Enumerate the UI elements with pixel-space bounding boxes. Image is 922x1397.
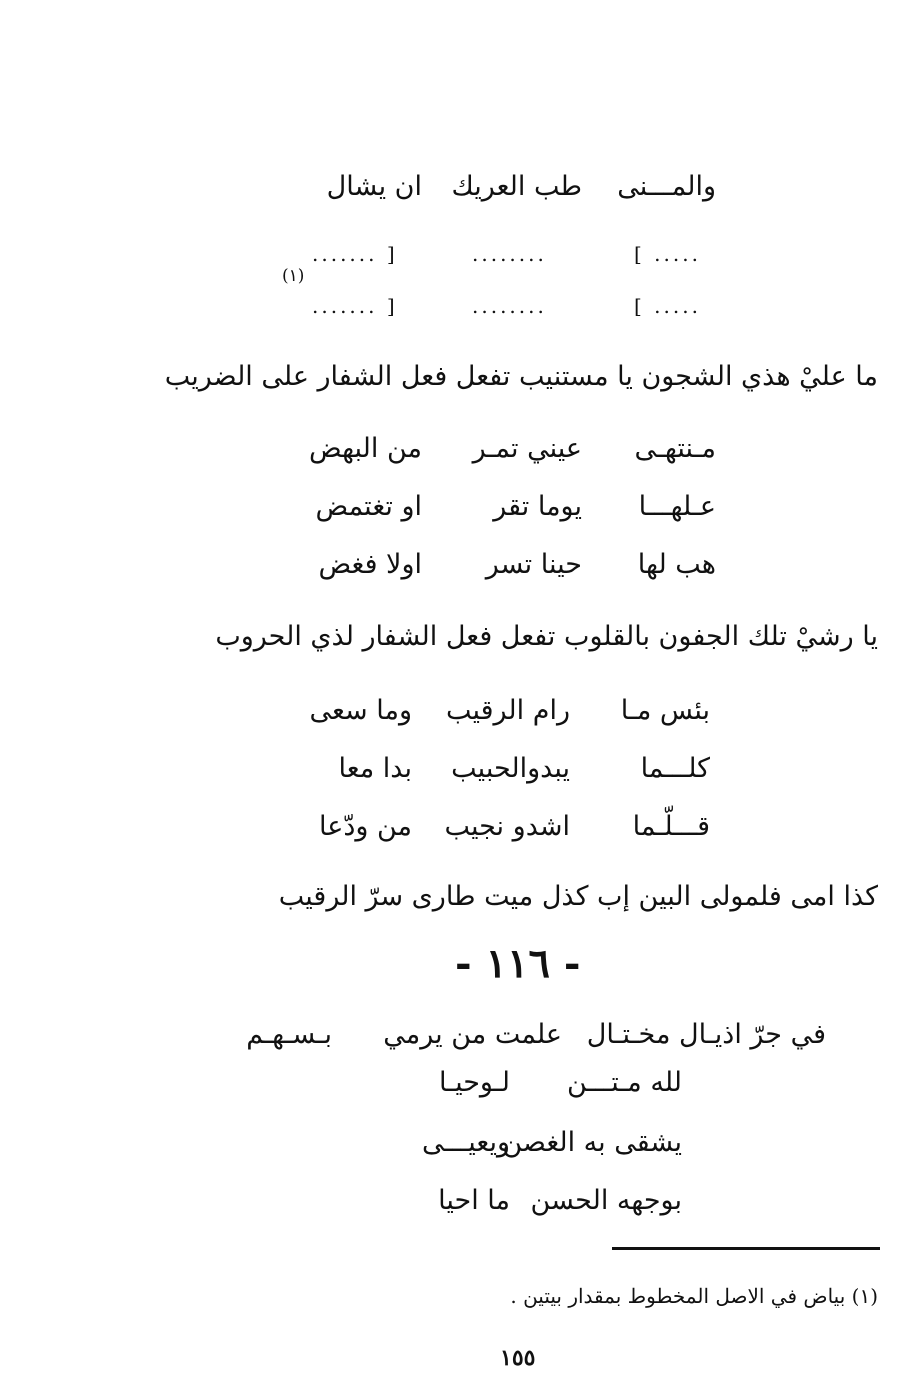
hemistich: بـسـهـم bbox=[246, 1019, 332, 1050]
refrain-line-2: يا رشيْ تلك الجفون بالقلوب تفعل فعل الشفار لذي الحروب bbox=[215, 621, 878, 652]
dots-group: ....... ] bbox=[312, 294, 398, 318]
hemistich: او تغتمض bbox=[315, 491, 422, 522]
footnote-text: (١) بياض في الاصل المخطوط بمقدار بيتين . bbox=[510, 1284, 878, 1308]
hemistich: عـلهـــا bbox=[638, 491, 716, 522]
hemistich: لـوحيـا bbox=[438, 1067, 510, 1098]
footnote-reference: (١) bbox=[282, 266, 305, 286]
hemistich: في جرّ اذيـال مخـتـال bbox=[586, 1019, 826, 1050]
hemistich: ان يشال bbox=[326, 171, 422, 202]
hemistich: لله مـتـــن bbox=[566, 1067, 682, 1098]
page-number: ١٥٥ bbox=[500, 1345, 536, 1371]
hemistich: بئس مـا bbox=[620, 695, 710, 726]
refrain-line-1: ما عليْ هذي الشجون يا مستنيب تفعل فعل الشفار على الضريب bbox=[164, 361, 878, 392]
section-marker: - ١١٦ - bbox=[455, 940, 581, 987]
hemistich: كلـــما bbox=[640, 753, 710, 784]
dots-group: [ ..... bbox=[634, 294, 701, 318]
hemistich: من ودّعا bbox=[319, 811, 412, 842]
dots-group: ........ bbox=[472, 242, 547, 266]
hemistich: عيني تمـر bbox=[472, 433, 582, 464]
hemistich: رام الرقيب bbox=[445, 695, 570, 726]
hemistich: بدا معا bbox=[338, 753, 412, 784]
hemistich: طب العريك bbox=[451, 171, 582, 202]
hemistich: هب لها bbox=[637, 549, 716, 580]
hemistich: والمـــنى bbox=[617, 171, 716, 202]
hemistich: يوما تقر bbox=[493, 491, 582, 522]
hemistich: بوجهه الحسن bbox=[530, 1185, 682, 1216]
hemistich: ويعيـــى bbox=[422, 1127, 510, 1158]
hemistich: حينا تسر bbox=[485, 549, 582, 580]
hemistich: قـــلّـما bbox=[632, 811, 710, 842]
dots-group: [ ..... bbox=[634, 242, 701, 266]
hemistich: ما احيا bbox=[438, 1185, 510, 1216]
hemistich: من البهض bbox=[309, 433, 422, 464]
refrain-line-3: كذا امى فلمولى البين إب كذل ميت طارى سرّ الرقيب bbox=[278, 881, 878, 912]
hemistich: يشقى به الغصن bbox=[502, 1127, 682, 1158]
footnote-divider bbox=[612, 1247, 880, 1250]
hemistich: وما سعى bbox=[309, 695, 412, 726]
hemistich: اشدو نجيب bbox=[444, 811, 570, 842]
hemistich: علمت من يرمي bbox=[383, 1019, 562, 1050]
dots-group: ....... ] bbox=[312, 242, 398, 266]
hemistich: مـنتهـى bbox=[634, 433, 716, 464]
hemistich: يبدوالحبيب bbox=[451, 753, 570, 784]
dots-group: ........ bbox=[472, 294, 547, 318]
hemistich: اولا فغض bbox=[318, 549, 422, 580]
